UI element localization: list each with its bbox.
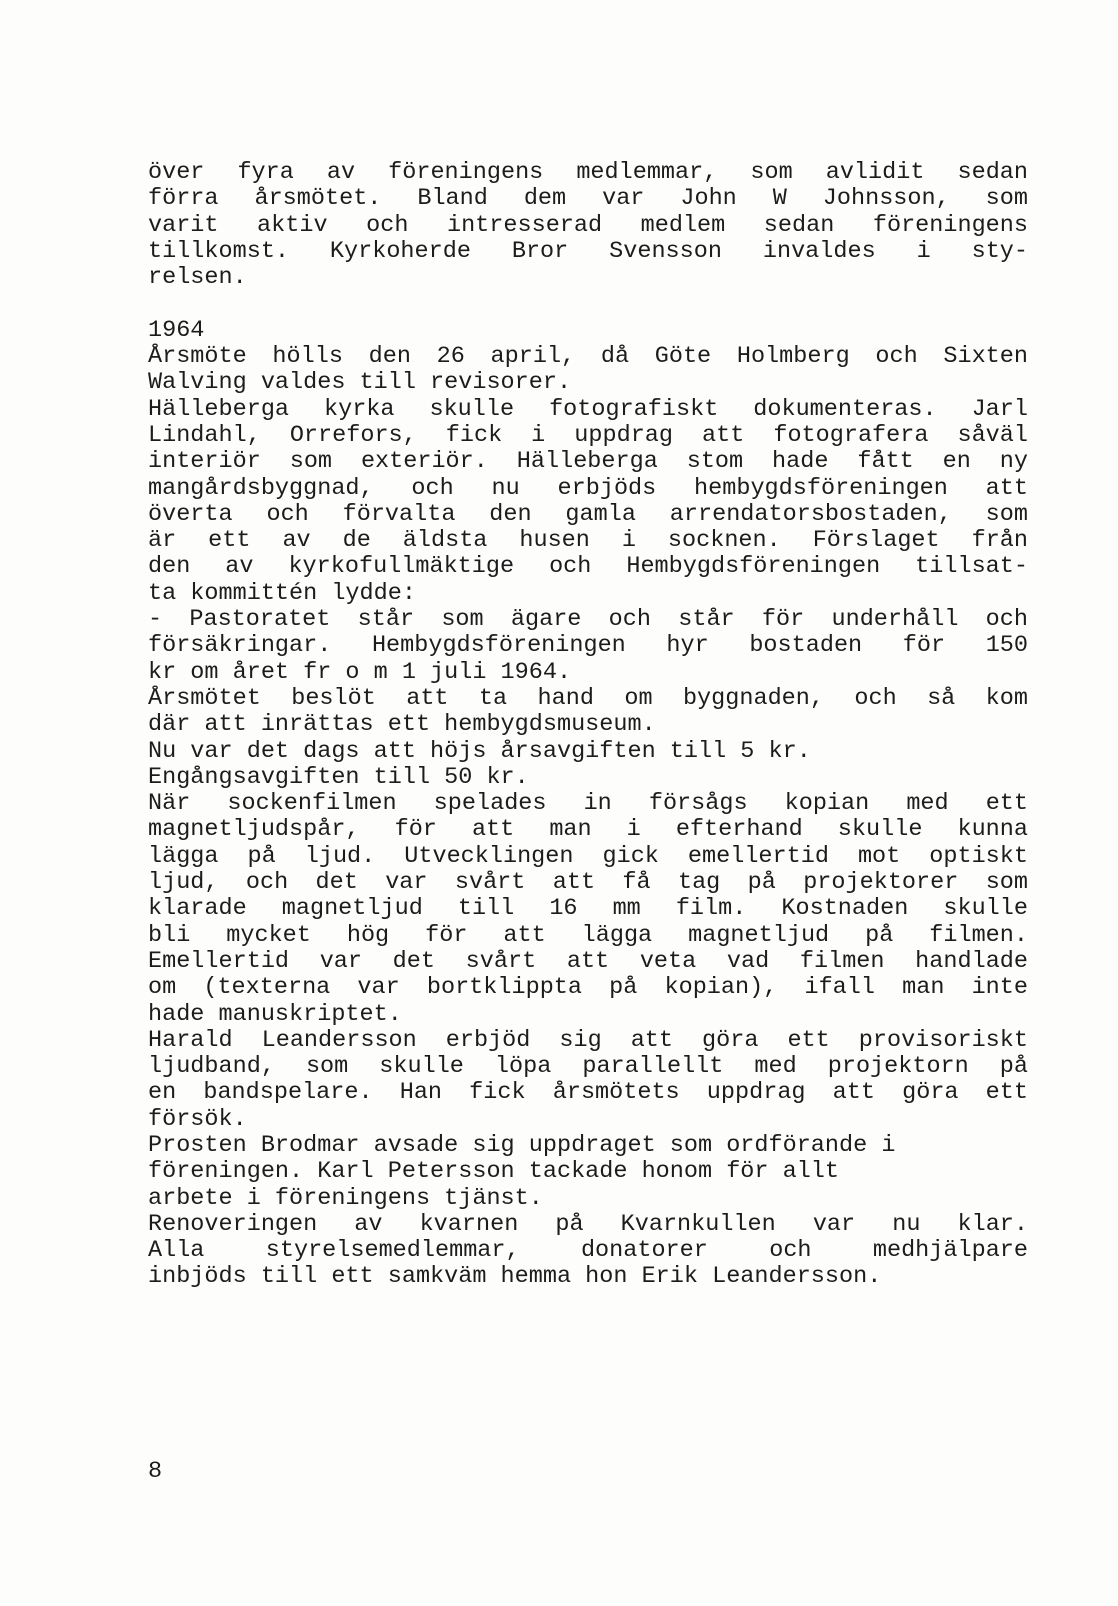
text-line: Renoveringen av kvarnen på Kvarnkullen var nu klar. [148, 1210, 1028, 1238]
text-line: där att inrättas ett hembygdsmuseum. [148, 711, 656, 739]
text-line: Hälleberga kyrka skulle fotografiskt dokumenteras. Jarl [148, 395, 1028, 423]
text-line: över fyra av föreningens medlemmar, som avlidit sedan [148, 159, 1028, 186]
text-line: klarade magnetljud till 16 mm film. Kostnaden skulle [148, 895, 1028, 923]
text-line: Nu var det dags att höjs årsavgiften till 5 kr. [148, 737, 811, 765]
section-year-heading: 1964 [148, 316, 205, 344]
text-line: lägga på ljud. Utvecklingen gick emellertid mot optiskt [148, 842, 1028, 870]
text-line: relsen. [148, 264, 247, 292]
text-line: föreningen. Karl Petersson tackade honom för allt [148, 1158, 840, 1186]
text-line: Engångsavgiften till 50 kr. [148, 763, 529, 791]
text-line: magnetljudspår, för att man i efterhand skulle kunna [148, 816, 1028, 844]
text-line: arbete i föreningens tjänst. [148, 1184, 543, 1212]
text-line: ljud, och det var svårt att få tag på projektorer som [148, 869, 1028, 897]
text-line: bli mycket hög för att lägga magnetljud på filmen. [148, 921, 1028, 949]
text-line: varit aktiv och intresserad medlem sedan föreningens [148, 211, 1028, 239]
text-line: Alla styrelsemedlemmar, donatorer och medhjälpare [148, 1237, 1028, 1265]
text-line: kr om året fr o m 1 juli 1964. [148, 658, 572, 686]
text-line: om (texterna var bortklippta på kopian), ifall man inte [148, 974, 1028, 1002]
text-line: en bandspelare. Han fick årsmötets uppdrag att göra ett [148, 1079, 1028, 1107]
text-line: Harald Leandersson erbjöd sig att göra ett provisoriskt [148, 1026, 1028, 1054]
body-text [148, 160, 1028, 1291]
text-line: Lindahl, Orrefors, fick i uppdrag att fotografera såväl [148, 421, 1028, 449]
text-line: Årsmötet beslöt att ta hand om byggnaden, och så kom [148, 684, 1028, 712]
text-line: förra årsmötet. Bland dem var John W Johnsson, som [148, 185, 1028, 213]
page-number: 8 [148, 1458, 163, 1485]
text-line: ljudband, som skulle löpa parallellt med projektorn på [148, 1053, 1028, 1081]
text-line: försäkringar. Hembygdsföreningen hyr bostaden för 150 [148, 632, 1028, 660]
text-line: tillkomst. Kyrkoherde Bror Svensson invaldes i sty- [148, 237, 1028, 265]
text-line: interiör som exteriör. Hälleberga stom hade fått en ny [148, 448, 1028, 476]
paragraph-gap [148, 291, 1028, 317]
text-line: överta och förvalta den gamla arrendatorsbostaden, som [148, 500, 1028, 528]
text-line: Årsmöte hölls den 26 april, då Göte Holmberg och Sixten [148, 343, 1028, 371]
text-line: inbjöds till ett samkväm hemma hon Erik Leandersson. [148, 1263, 882, 1291]
text-line: mangårdsbyggnad, och nu erbjöds hembygdsföreningen att [148, 474, 1028, 502]
text-line: ta kommittén lydde: [148, 579, 416, 607]
text-line: är ett av de äldsta husen i socknen. Förslaget från [148, 527, 1028, 555]
text-line: Walving valdes till revisorer. [148, 369, 572, 397]
text-line: När sockenfilmen spelades in försågs kopian med ett [148, 790, 1028, 818]
text-line: - Pastoratet står som ägare och står för underhåll och [148, 606, 1028, 634]
text-line: Prosten Brodmar avsade sig uppdraget som ordförande i [148, 1131, 896, 1159]
text-line: Emellertid var det svårt att veta vad filmen handlade [148, 947, 1028, 975]
text-line: hade manuskriptet. [148, 1000, 402, 1028]
text-line: försök. [148, 1105, 247, 1133]
text-line: den av kyrkofullmäktige och Hembygdsföreningen tillsat- [148, 553, 1028, 581]
